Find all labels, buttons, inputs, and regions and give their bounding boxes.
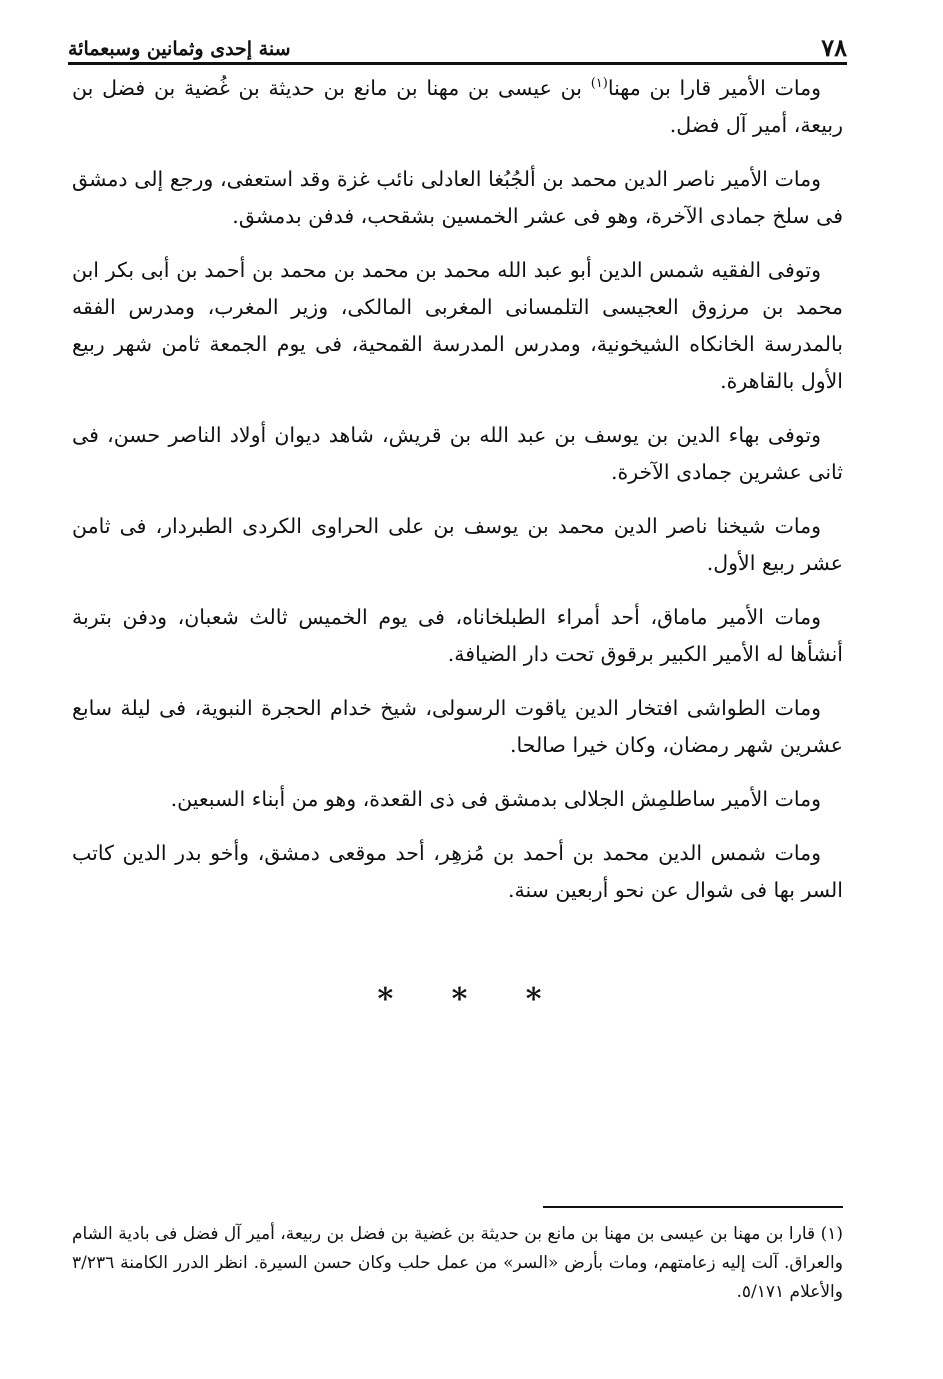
paragraph-9: ومات شمس الدين محمد بن أحمد بن مُزهِر، أحد موقعى دمشق، وأخو بدر الدين كاتب السر بها فى شوال عن نحو أربعين سنة. xyxy=(72,841,843,902)
running-title: سنة إحدى وثمانين وسبعمائة xyxy=(68,38,291,60)
paragraph-2: ومات الأمير ناصر الدين محمد بن ألجُبُغا العادلى نائب غزة وقد استعفى، ورجع إلى دمشق فى سلخ جمادى الآخرة، وهو فى عشر الخمسين بشقحب، فدفن بدمشق. xyxy=(72,167,843,228)
paragraph-3: وتوفى الفقيه شمس الدين أبو عبد الله محمد بن محمد بن محمد بن أحمد بن أبى بكر ابن محمد بن مرزوق العجيسى التلمسانى المغربى المالكى، وزير المغرب، ومدرس الفقه بالمدرسة الخانكاه الشيخونية، ومدرس المدرسة القمحية، فى يوم الجمعة ثامن شهر ربيع الأول بالقاهرة. xyxy=(72,258,843,393)
paragraph-1-rest: بن عيسى بن مهنا بن مانع بن حديثة بن غُضية بن فضل بن ربيعة، أمير آل فضل. xyxy=(72,76,843,137)
main-text xyxy=(72,70,843,926)
footnote-text: (١) قارا بن مهنا بن عيسى بن مهنا بن مانع بن حديثة بن غضية بن فضل بن ربيعة، أمير آل فضل فى بادية الشام والعراق. آلت إليه زعامتهم، ومات بأرض «السر» من عمل حلب وكان حسن السيرة. انظر الدرر الكامنة ٣/٢٣٦ والأعلام ٥/١٧١. xyxy=(72,1224,843,1302)
footnote-marker: (١) xyxy=(590,76,608,92)
page-number: ٧٨ xyxy=(821,33,847,62)
footnote-divider xyxy=(543,1206,843,1208)
page-header xyxy=(68,28,847,65)
paragraph-7: ومات الطواشى افتخار الدين ياقوت الرسولى، شيخ خدام الحجرة النبوية، فى ليلة سابع عشرين شهر رمضان، وكان خيرا صالحا. xyxy=(72,696,843,757)
paragraph-1-start: ومات الأمير قارا بن مهنا xyxy=(607,76,822,100)
paragraph-1 xyxy=(72,70,843,144)
paragraph-4: وتوفى بهاء الدين بن يوسف بن عبد الله بن قريش، شاهد ديوان أولاد الناصر حسن، فى ثانى عشرين جمادى الآخرة. xyxy=(72,423,843,484)
paragraph-8: ومات الأمير ساطلمِش الجلالى بدمشق فى ذى القعدة، وهو من أبناء السبعين. xyxy=(170,787,821,811)
section-separator: * * * xyxy=(377,982,566,1017)
paragraph-5: ومات شيخنا ناصر الدين محمد بن يوسف بن على الحراوى الكردى الطبردار، فى ثامن عشر ربيع الأول. xyxy=(72,514,843,575)
paragraph-6: ومات الأمير ماماق، أحد أمراء الطبلخاناه، فى يوم الخميس ثالث شعبان، ودفن بتربة أنشأها له الأمير الكبير برقوق تحت دار الضيافة. xyxy=(72,605,843,666)
